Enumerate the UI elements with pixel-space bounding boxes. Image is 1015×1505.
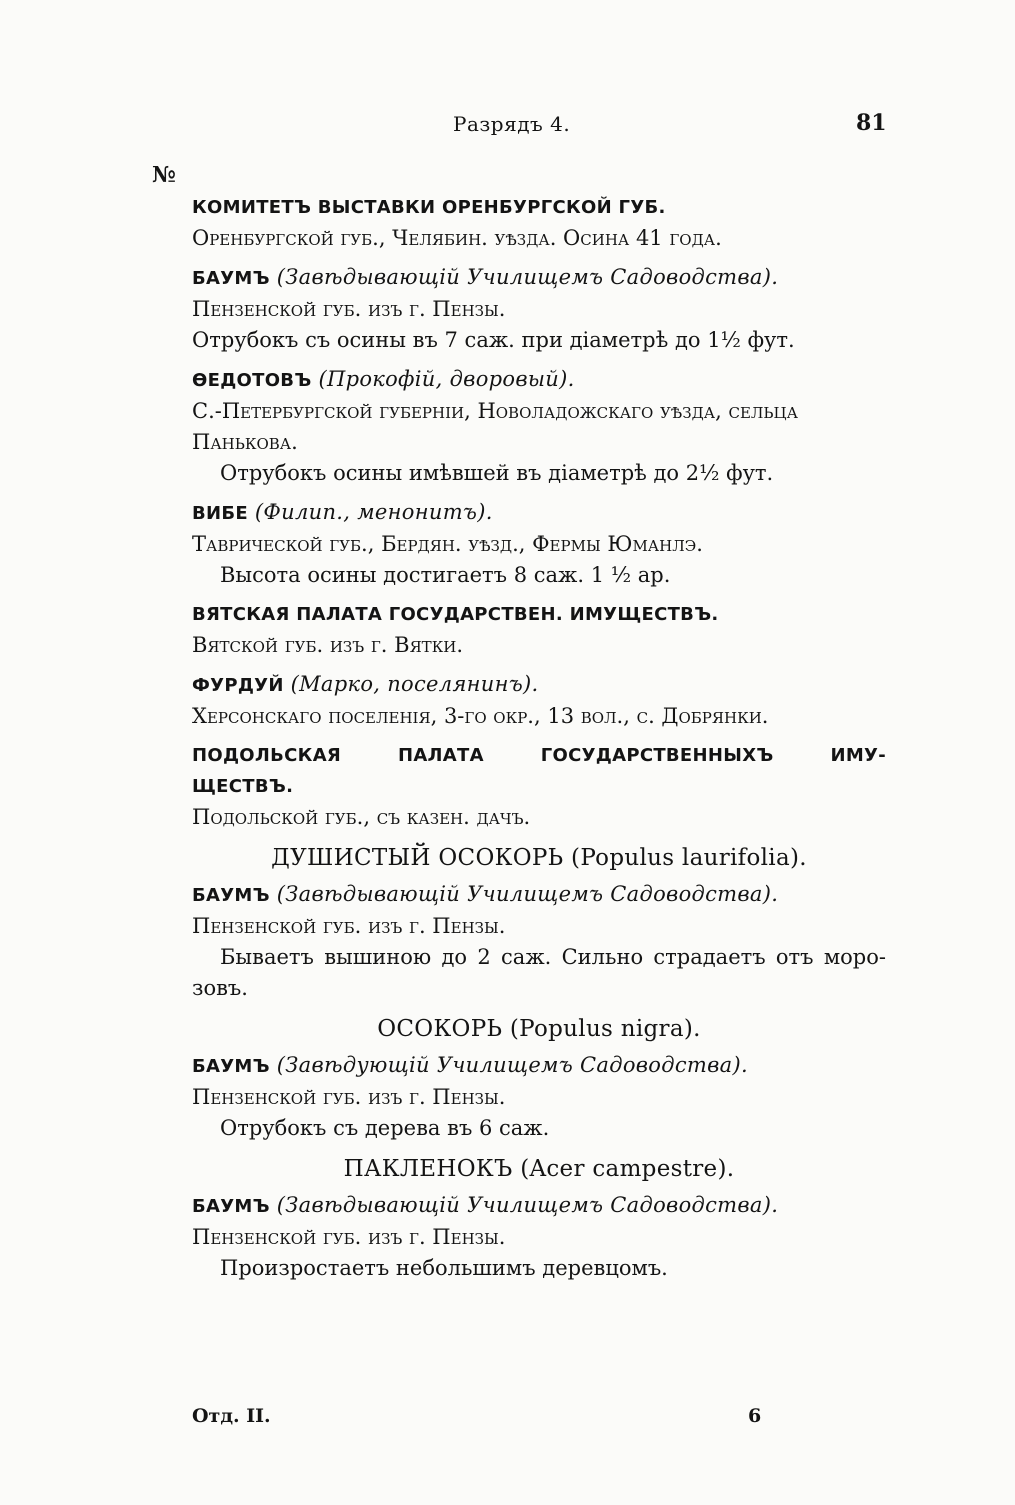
- entry-place: Пензенской губ. изъ г. Пензы.: [192, 914, 506, 938]
- entry-name: ВИБЕ (Филип., менонитъ).: [192, 500, 493, 524]
- entry-note: Бываетъ вышиною до 2 саж. Сильно страдаетъ отъ моро-: [220, 945, 886, 969]
- entry-role: (Марко, поселянинъ).: [290, 672, 539, 696]
- entry-note: Произростаетъ небольшимъ деревцомъ.: [220, 1256, 668, 1280]
- page-body: [192, 192, 886, 1292]
- entry-podolsk-chamber: [192, 740, 886, 833]
- entry-fedotov: [192, 364, 886, 489]
- entry-furduy: [192, 669, 886, 732]
- entry-place: Вятской губ. изъ г. Вятки.: [192, 633, 464, 657]
- species-heading: ДУШИСТЫЙ ОСОКОРЬ (Populus laurifolia).: [271, 845, 807, 871]
- entry-place: Херсонскаго поселенія, 3-го окр., 13 вол., с. Добрянки.: [192, 704, 769, 728]
- entry-note-continued: зовъ.: [192, 976, 248, 1000]
- running-header: [0, 112, 1015, 142]
- entry-role: (Завѣдывающій Училищемъ Садоводства).: [276, 882, 779, 906]
- running-title: Разрядъ 4.: [453, 112, 571, 136]
- entry-role: (Завѣдывающій Училищемъ Садоводства).: [276, 1193, 779, 1217]
- entry-place: Оренбургской губ., Челябин. уѣзда. Осина 41 года.: [192, 226, 722, 250]
- signature-mark: Отд. II.: [192, 1405, 271, 1427]
- entry-role: (Завѣдывающій Училищемъ Садоводства).: [276, 265, 779, 289]
- entry-name: БАУМЪ (Завѣдывающій Училищемъ Садоводства).: [192, 1193, 779, 1217]
- entry-place: Пензенской губ. изъ г. Пензы.: [192, 1085, 506, 1109]
- entry-role: (Филип., менонитъ).: [254, 500, 493, 524]
- signature-number: 6: [748, 1405, 762, 1427]
- species-heading: ПАКЛЕНОКЪ (Acer campestre).: [343, 1156, 735, 1182]
- entry-note: Отрубокъ съ дерева въ 6 саж.: [220, 1116, 550, 1140]
- entry-name: ѲЕДОТОВЪ (Прокофій, дворовый).: [192, 367, 575, 391]
- entry-note: Высота осины достигаетъ 8 саж. 1 ½ ар.: [220, 563, 671, 587]
- entry-name: КОМИТЕТЪ ВЫСТАВКИ ОРЕНБУРГСКОЙ ГУБ.: [192, 197, 666, 218]
- entry-vyatka-chamber: [192, 599, 886, 661]
- entry-note: Отрубокъ осины имѣвшей въ діаметрѣ до 2½ фут.: [220, 461, 774, 485]
- entry-orenburg-committee: [192, 192, 886, 254]
- entry-name: БАУМЪ (Завѣдывающій Училищемъ Садоводства).: [192, 265, 779, 289]
- entry-name: ВЯТСКАЯ ПАЛАТА ГОСУДАРСТВЕН. ИМУЩЕСТВЪ.: [192, 604, 719, 625]
- entry-note: Отрубокъ съ осины въ 7 саж. при діаметрѣ до 1½ фут.: [192, 328, 795, 352]
- entry-baum-4: [192, 1190, 886, 1284]
- entry-name: ПОДОЛЬСКАЯ ПАЛАТА ГОСУДАРСТВЕННЫХЪ ИМУ-: [192, 745, 886, 766]
- entry-wiebe: [192, 497, 886, 591]
- entry-role: (Завѣдующій Училищемъ Садоводства).: [276, 1053, 748, 1077]
- entry-name-continued: ЩЕСТВЪ.: [192, 776, 294, 797]
- page-footer: [192, 1405, 886, 1435]
- entry-baum-1: [192, 262, 886, 356]
- entry-place: Таврической губ., Бердян. уѣзд., Фермы Юманлэ.: [192, 532, 703, 556]
- entry-name: ФУРДУЙ (Марко, поселянинъ).: [192, 672, 539, 696]
- entry-place: Подольской губ., съ казен. дачъ.: [192, 805, 531, 829]
- entry-baum-2: [192, 879, 886, 1004]
- entry-place: С.-Петербургской губерніи, Новоладожскаго уѣзда, сельца Панькова.: [192, 399, 798, 454]
- species-heading: ОСОКОРЬ (Populus nigra).: [377, 1016, 701, 1042]
- number-mark: №: [152, 162, 176, 188]
- entry-place: Пензенской губ. изъ г. Пензы.: [192, 297, 506, 321]
- entry-name: БАУМЪ (Завѣдующій Училищемъ Садоводства).: [192, 1053, 748, 1077]
- entry-place: Пензенской губ. изъ г. Пензы.: [192, 1225, 506, 1249]
- entry-baum-3: [192, 1050, 886, 1144]
- page-number: 81: [856, 110, 887, 136]
- entry-name: БАУМЪ (Завѣдывающій Училищемъ Садоводства).: [192, 882, 779, 906]
- entry-role: (Прокофій, дворовый).: [318, 367, 575, 391]
